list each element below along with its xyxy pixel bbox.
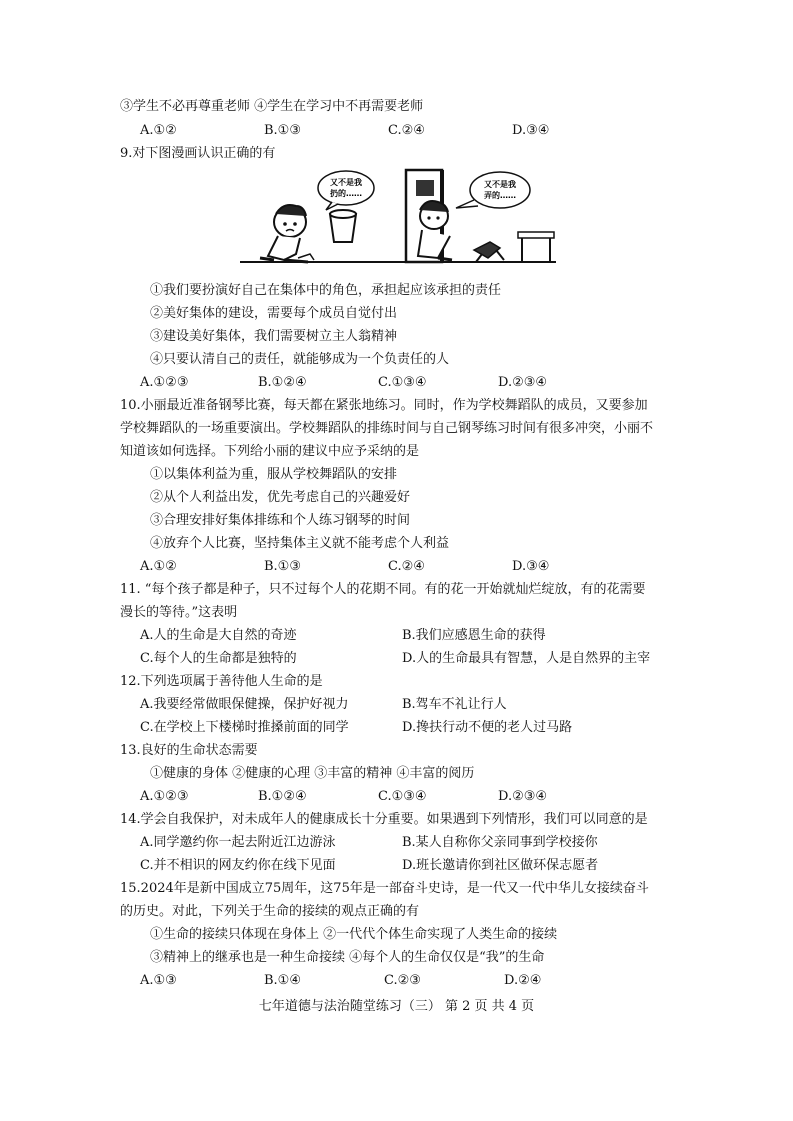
q9-item-2: ②美好集体的建设，需要每个成员自觉付出 (150, 306, 398, 321)
option-b: B.我们应感恩生命的获得 (402, 628, 546, 643)
cartoon-illustration (238, 166, 558, 274)
bucket-figure (298, 210, 356, 260)
q11-options-row1 (140, 627, 700, 645)
q15-items-line2: ③精神上的继承也是一种生命接续 ④每个人的生命仅仅是“我”的生命 (150, 950, 545, 965)
q9-options (140, 374, 640, 392)
option-c: C.①③④ (378, 789, 427, 804)
option-b: B.①④ (264, 973, 301, 988)
option-d: D.③④ (512, 123, 550, 138)
bubble-right-line1: 又不是我 (484, 180, 516, 189)
q15-stem-line1: 15.2024年是新中国成立75周年，这75年是一部奋斗史诗，是一代又一代中华儿女接续奋斗 (120, 881, 649, 896)
option-b: B.①②④ (258, 789, 307, 804)
option-a: A.同学邀约你一起去附近江边游泳 (140, 835, 336, 850)
q15-items-line1: ①生命的接续只体现在身体上 ②一代代个体生命实现了人类生命的接续 (150, 927, 558, 942)
q12-options-row2 (140, 719, 700, 737)
option-b: B.①③ (264, 559, 301, 574)
option-a: A.①② (140, 123, 177, 138)
q13-options (140, 788, 640, 806)
option-d: D.③④ (512, 559, 550, 574)
q14-options-row1 (140, 834, 700, 852)
option-c: C.②③ (384, 973, 421, 988)
option-a: A.①③ (140, 973, 177, 988)
q10-item-1: ①以集体利益为重，服从学校舞蹈队的安排 (150, 467, 398, 482)
q8-items-line: ③学生不必再尊重老师 ④学生在学习中不再需要老师 (120, 99, 424, 114)
option-d: D.班长邀请你到社区做环保志愿者 (402, 858, 599, 873)
option-d: D.②③④ (498, 375, 548, 390)
option-d: D.②④ (504, 973, 542, 988)
bubble-right-line2: 弄的…… (484, 191, 516, 200)
q11-options-row2 (140, 650, 700, 668)
boy-left-figure (260, 205, 308, 262)
q13-stem: 13.良好的生命状态需要 (120, 743, 258, 758)
q9-stem: 9.对下图漫画认识正确的有 (120, 146, 276, 161)
option-a: A.①②③ (140, 789, 189, 804)
option-d: D.人的生命最具有智慧，人是自然界的主宰 (402, 651, 651, 666)
q8-options (140, 122, 640, 140)
q10-stem-line2: 学校舞蹈队的一场重要演出。学校舞蹈队的排练时间与自己钢琴练习时间有很多冲突，小丽不 (120, 421, 654, 436)
option-b: B.①②④ (258, 375, 307, 390)
option-b: B.驾车不礼让行人 (402, 697, 507, 712)
q11-stem-line1: 11. “每个孩子都是种子，只不过每个人的花期不同。有的花一开始就灿烂绽放，有的花需要 (120, 582, 646, 597)
option-a: A.人的生命是大自然的奇迹 (140, 628, 297, 643)
table-figure (518, 232, 554, 262)
q9-item-4: ④只要认清自己的责任，就能够成为一个负责任的人 (150, 352, 450, 367)
broken-chair-figure (474, 242, 504, 262)
bubble-left-line2: 扔的…… (330, 189, 362, 198)
speech-bubble-left (318, 171, 374, 210)
q11-stem-line2: 漫长的等待。”这表明 (120, 605, 238, 620)
q10-options (140, 558, 640, 576)
option-c: C.②④ (388, 123, 425, 138)
option-c: C.每个人的生命都是独特的 (140, 651, 297, 666)
q10-item-2: ②从个人利益出发，优先考虑自己的兴趣爱好 (150, 490, 411, 505)
q9-item-1: ①我们要扮演好自己在集体中的角色，承担起应该承担的责任 (150, 283, 502, 298)
boy-right-figure (418, 201, 452, 260)
q14-stem: 14.学会自我保护，对未成年人的健康成长十分重要。如果遇到下列情形，我们可以同意的是 (120, 812, 648, 827)
option-a: A.我要经常做眼保健操，保护好视力 (140, 697, 349, 712)
bubble-left-line1: 又不是我 (330, 178, 362, 187)
speech-bubble-right (456, 172, 530, 208)
option-a: A.①②③ (140, 375, 189, 390)
q10-stem-line3: 知道该如何选择。下列给小丽的建议中应予采纳的是 (120, 444, 420, 459)
q12-stem: 12.下列选项属于善待他人生命的是 (120, 674, 323, 689)
option-c: C.①③④ (378, 375, 427, 390)
q10-item-4: ④放弃个人比赛，坚持集体主义就不能考虑个人利益 (150, 536, 450, 551)
option-b: B.某人自称你父亲同事到学校接你 (402, 835, 598, 850)
option-b: B.①③ (264, 123, 301, 138)
option-a: A.①② (140, 559, 177, 574)
q13-items: ①健康的身体 ②健康的心理 ③丰富的精神 ④丰富的阅历 (150, 766, 475, 781)
option-c: C.在学校上下楼梯时推搡前面的同学 (140, 720, 349, 735)
q12-options-row1 (140, 696, 700, 714)
option-c: C.②④ (388, 559, 425, 574)
q15-stem-line2: 的历史。对此，下列关于生命的接续的观点正确的有 (120, 904, 420, 919)
option-d: D.搀扶行动不便的老人过马路 (402, 720, 573, 735)
option-d: D.②③④ (498, 789, 548, 804)
q9-item-3: ③建设美好集体，我们需要树立主人翁精神 (150, 329, 398, 344)
q14-options-row2 (140, 857, 700, 875)
q10-stem-line1: 10.小丽最近准备钢琴比赛，每天都在紧张地练习。同时，作为学校舞蹈队的成员，又要参加 (120, 398, 648, 413)
page-footer: 七年道德与法治随堂练习（三） 第 2 页 共 4 页 (258, 999, 535, 1014)
option-c: C.并不相识的网友约你在线下见面 (140, 858, 336, 873)
q10-item-3: ③合理安排好集体排练和个人练习钢琴的时间 (150, 513, 411, 528)
q15-options (140, 972, 640, 990)
